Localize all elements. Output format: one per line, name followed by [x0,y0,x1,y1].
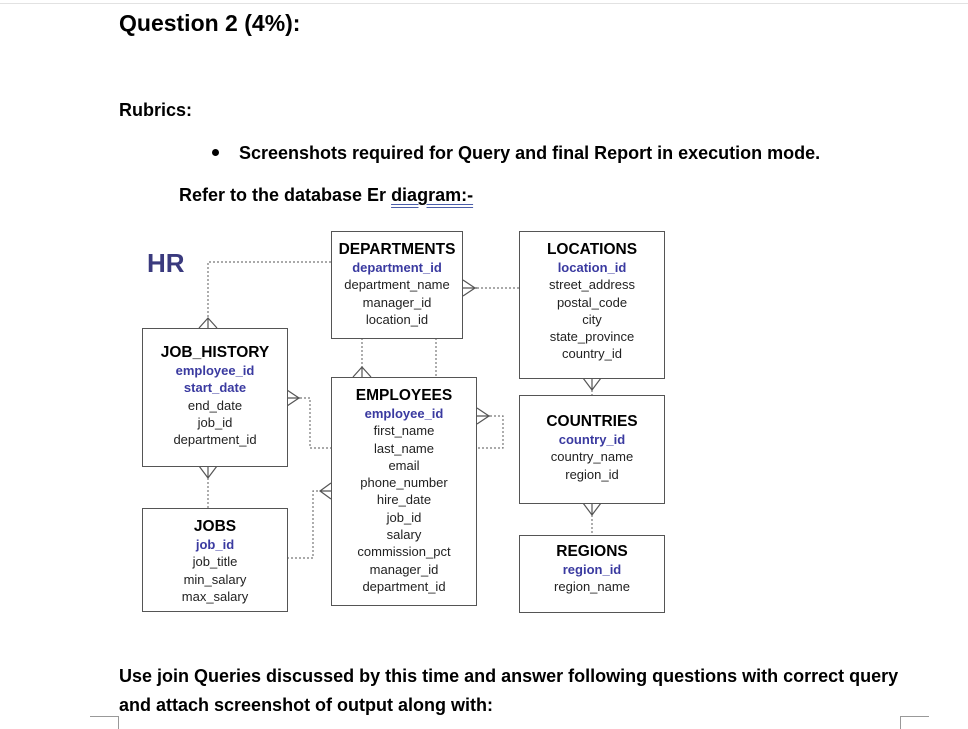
table-field: min_salary [183,571,247,587]
bullet-text: Screenshots required for Query and final Report in execution mode. [239,143,821,163]
diagram-link[interactable]: diagram:- [391,185,474,205]
connector-jobhistory-employees [300,398,331,448]
table-field: job_id [386,509,422,525]
primary-key-field: employee_id [364,406,444,421]
connector-dept-jobhistory [208,262,331,318]
table-field: country_id [562,346,622,362]
instructions-text: Use join Queries discussed by this time and answer following questions with correct query and attach screenshot of output along with: [119,666,899,715]
connector-jobs-employees [287,491,320,558]
table-field: manager_id [369,561,439,577]
question-title: Question 2 (4%): [119,10,301,36]
table-field: job_title [192,554,238,570]
table-regions [519,535,665,613]
table-field: department_name [344,277,450,293]
table-name: LOCATIONS [546,241,638,258]
table-field: salary [386,527,422,543]
rubrics-label: Rubrics: [119,100,193,120]
primary-key-field: location_id [557,260,627,275]
page-corner-right [900,716,929,729]
table-field: region_name [554,579,630,595]
table-name: DEPARTMENTS [338,241,456,258]
table-name: JOBS [193,518,237,535]
table-name: EMPLOYEES [355,387,453,404]
primary-key-field: employee_id [175,363,255,378]
table-countries [519,395,665,504]
primary-key-field: country_id [558,432,626,447]
refer-label: Refer to the database Er [179,185,392,205]
table-field: job_id [197,414,233,430]
table-jobs [142,508,288,612]
table-field: postal_code [556,294,628,310]
table-field: email [388,457,420,473]
table-field: department_id [362,578,446,594]
table-field: street_address [549,277,635,293]
schema-label: HR [147,248,185,278]
table-name: JOB_HISTORY [160,344,270,361]
table-field: country_name [550,449,634,465]
table-field: manager_id [362,294,432,310]
table-field: max_salary [181,588,249,604]
table-name: COUNTRIES [546,413,638,430]
table-name: REGIONS [556,543,628,560]
table-field: department_id [173,432,257,448]
table-field: last_name [374,440,434,456]
table-field: commission_pct [357,544,451,560]
table-field: phone_number [360,475,448,491]
table-field: hire_date [376,492,432,508]
table-field: location_id [365,311,429,327]
table-field: state_province [549,329,635,345]
primary-key-field: region_id [562,562,622,577]
primary-key-field: start_date [183,380,247,396]
page-corner-left [90,716,119,729]
table-departments [331,231,463,339]
table-field: city [582,311,602,327]
table-field: end_date [187,397,243,413]
table-field: first_name [373,423,435,439]
table-job-history [142,328,288,467]
primary-key-field: job_id [195,537,235,552]
table-employees [331,377,477,606]
table-field: region_id [565,466,619,482]
table-locations [519,231,665,379]
primary-key-field: department_id [352,260,442,275]
